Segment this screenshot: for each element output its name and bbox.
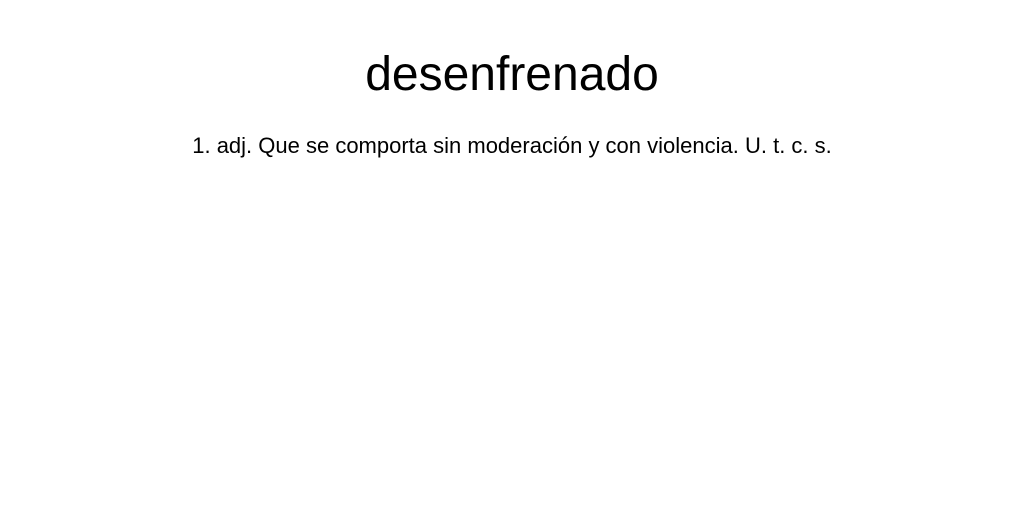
definition-1: 1. adj. Que se comporta sin moderación y con violencia. U. t. c. s. (192, 133, 832, 158)
headword: desenfrenado (365, 48, 659, 101)
